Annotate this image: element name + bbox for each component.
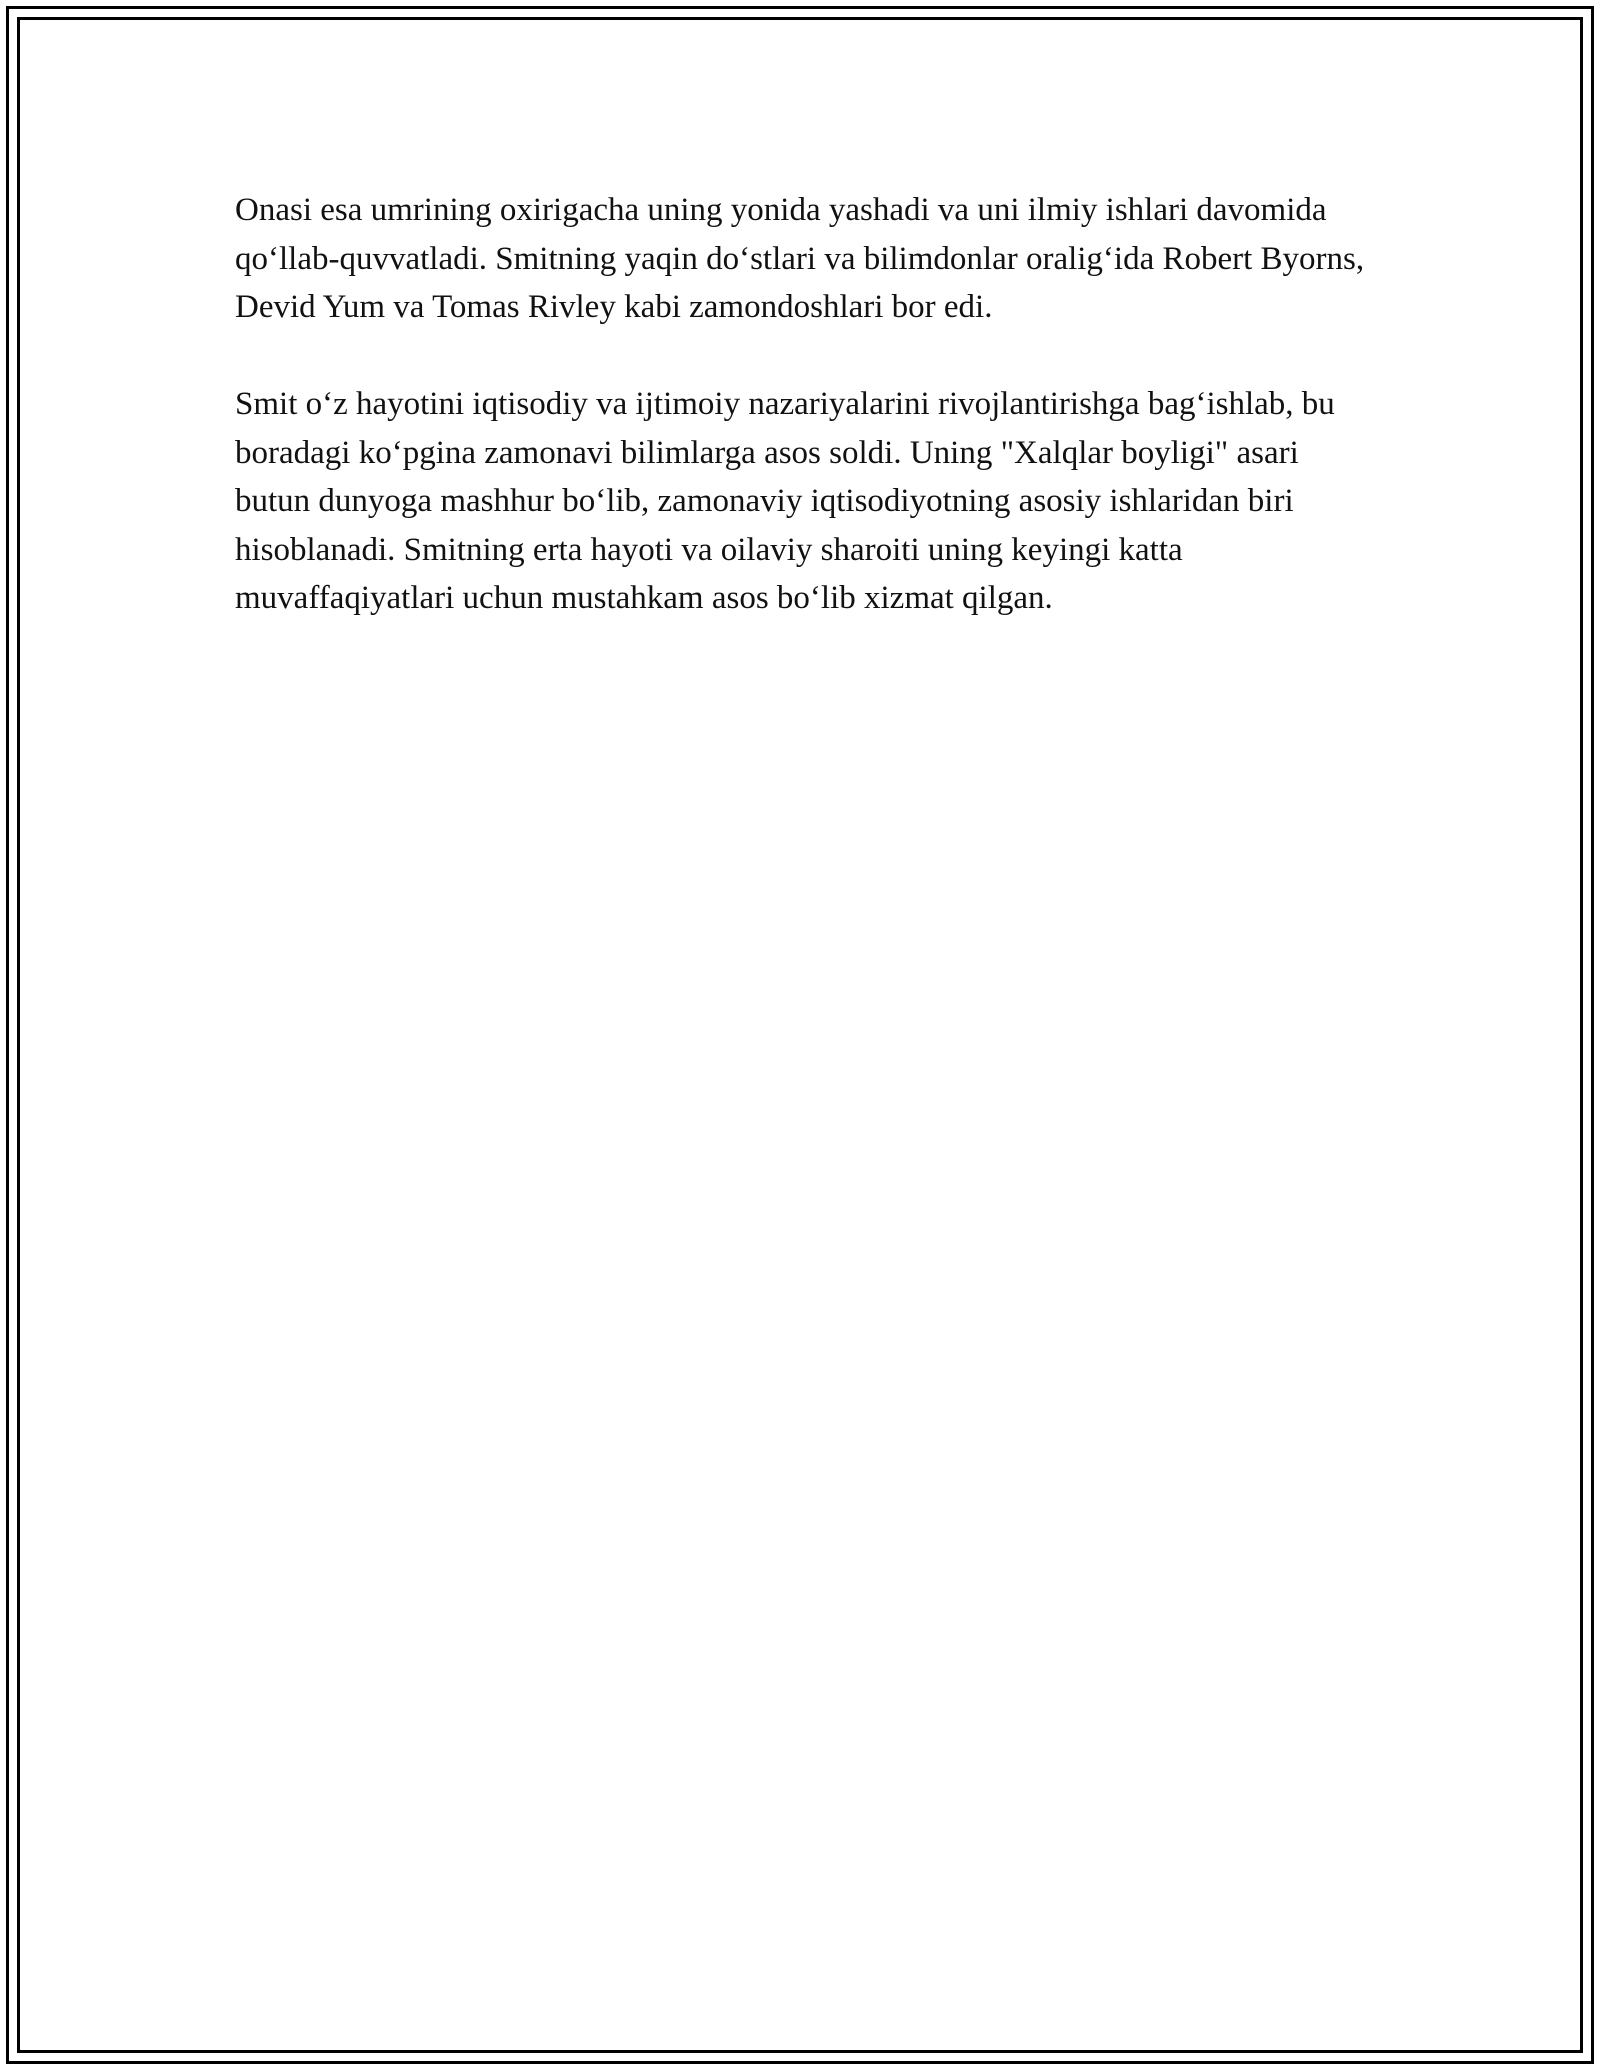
paragraph-2: Smit o‘z hayotini iqtisodiy va ijtimoiy nazariyalarini rivojlantirishga bag‘ishlab, bu boradagi ko‘pgina zamonavi bilimlarga asos soldi. Uning "Xalqlar boyligi" asari butun dunyoga mashhur bo‘lib, zamonaviy iqtisodiyotning asosiy ishlaridan biri hisoblanadi. Smitning erta hayoti va oilaviy sharoiti uning keyingi katta muvaffaqiyatlari uchun mustahkam asos bo‘lib xizmat qilgan.: [235, 386, 1335, 616]
paragraph-1: Onasi esa umrining oxirigacha uning yonida yashadi va uni ilmiy ishlari davomida qo‘llab-quvvatladi. Smitning yaqin do‘stlari va bilimdonlar oralig‘ida Robert Byorns, Devid Yum va Tomas Rivley kabi zamondoshlari bor edi.: [235, 192, 1365, 325]
document-body: [235, 186, 1375, 623]
